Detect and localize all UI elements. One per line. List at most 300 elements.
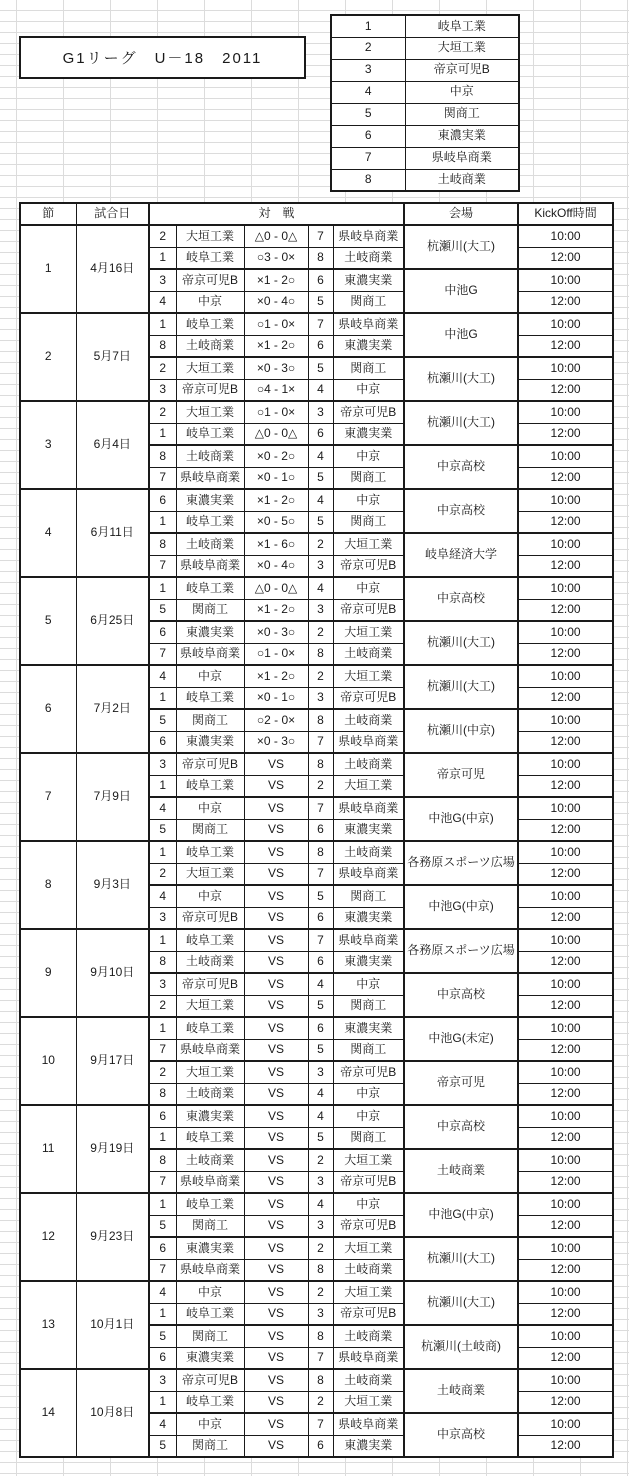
kickoff-time-cell: 10:00 [518, 1413, 613, 1435]
kickoff-time-cell: 12:00 [518, 731, 613, 753]
away-number-cell: 6 [308, 819, 333, 841]
home-number-cell: 4 [149, 665, 176, 687]
away-team-cell: 県岐阜商業 [333, 225, 404, 247]
home-team-cell: 岐阜工業 [176, 1017, 244, 1039]
away-number-cell: 2 [308, 533, 333, 555]
venue-cell: 中京高校 [404, 1105, 518, 1149]
away-number-cell: 8 [308, 1369, 333, 1391]
score-cell: VS [244, 753, 308, 775]
match-row [20, 225, 613, 247]
away-team-cell: 帝京可児B [333, 1171, 404, 1193]
date-cell: 10月1日 [76, 1281, 149, 1369]
kickoff-time-cell: 12:00 [518, 819, 613, 841]
score-cell: VS [244, 951, 308, 973]
away-team-cell: 関商工 [333, 1039, 404, 1061]
score-cell: ○1 - 0× [244, 313, 308, 335]
score-cell: VS [244, 775, 308, 797]
team-row [331, 15, 519, 37]
home-number-cell: 1 [149, 841, 176, 863]
away-team-cell: 大垣工業 [333, 1281, 404, 1303]
home-team-cell: 大垣工業 [176, 401, 244, 423]
venue-cell: 杭瀬川(大工) [404, 225, 518, 269]
away-team-cell: 大垣工業 [333, 775, 404, 797]
home-team-cell: 帝京可児B [176, 753, 244, 775]
home-number-cell: 4 [149, 885, 176, 907]
away-number-cell: 8 [308, 841, 333, 863]
home-team-cell: 大垣工業 [176, 357, 244, 379]
score-cell: VS [244, 1039, 308, 1061]
venue-cell: 中池G [404, 313, 518, 357]
team-number-cell: 1 [331, 15, 405, 37]
score-cell: VS [244, 907, 308, 929]
kickoff-time-cell: 12:00 [518, 1259, 613, 1281]
schedule-table [19, 202, 614, 1458]
score-cell: VS [244, 1347, 308, 1369]
home-number-cell: 6 [149, 1347, 176, 1369]
venue-cell: 土岐商業 [404, 1369, 518, 1413]
kickoff-time-cell: 10:00 [518, 929, 613, 951]
score-cell: VS [244, 1259, 308, 1281]
date-cell: 7月9日 [76, 753, 149, 841]
venue-cell: 各務原スポーツ広場 [404, 841, 518, 885]
score-cell: VS [244, 1325, 308, 1347]
match-row [20, 489, 613, 511]
away-number-cell: 3 [308, 555, 333, 577]
home-team-cell: 県岐阜商業 [176, 467, 244, 489]
away-number-cell: 6 [308, 423, 333, 445]
away-team-cell: 中京 [333, 577, 404, 599]
date-cell: 6月25日 [76, 577, 149, 665]
kickoff-time-cell: 12:00 [518, 467, 613, 489]
home-team-cell: 東濃実業 [176, 489, 244, 511]
team-row [331, 125, 519, 147]
round-cell: 4 [20, 489, 76, 577]
kickoff-time-cell: 12:00 [518, 1171, 613, 1193]
score-cell: △0 - 0△ [244, 225, 308, 247]
home-number-cell: 7 [149, 1259, 176, 1281]
home-team-cell: 帝京可児B [176, 269, 244, 291]
kickoff-time-cell: 10:00 [518, 225, 613, 247]
venue-cell: 中京高校 [404, 577, 518, 621]
away-number-cell: 2 [308, 1149, 333, 1171]
away-number-cell: 2 [308, 775, 333, 797]
home-number-cell: 2 [149, 863, 176, 885]
away-team-cell: 中京 [333, 1083, 404, 1105]
kickoff-time-cell: 10:00 [518, 533, 613, 555]
away-team-cell: 土岐商業 [333, 1325, 404, 1347]
home-team-cell: 大垣工業 [176, 225, 244, 247]
team-name-cell: 岐阜工業 [405, 15, 519, 37]
home-number-cell: 1 [149, 313, 176, 335]
score-cell: ○3 - 0× [244, 247, 308, 269]
home-number-cell: 4 [149, 1413, 176, 1435]
round-cell: 7 [20, 753, 76, 841]
away-team-cell: 帝京可児B [333, 401, 404, 423]
kickoff-time-cell: 10:00 [518, 1061, 613, 1083]
date-cell: 9月17日 [76, 1017, 149, 1105]
home-number-cell: 7 [149, 555, 176, 577]
match-row [20, 1017, 613, 1039]
home-team-cell: 土岐商業 [176, 951, 244, 973]
home-team-cell: 東濃実業 [176, 1105, 244, 1127]
away-team-cell: 大垣工業 [333, 1237, 404, 1259]
kickoff-time-cell: 10:00 [518, 1325, 613, 1347]
away-number-cell: 3 [308, 1215, 333, 1237]
away-number-cell: 6 [308, 1435, 333, 1457]
away-number-cell: 3 [308, 1303, 333, 1325]
score-cell: ×0 - 2○ [244, 445, 308, 467]
away-number-cell: 4 [308, 1105, 333, 1127]
match-row [20, 577, 613, 599]
home-team-cell: 東濃実業 [176, 621, 244, 643]
away-number-cell: 5 [308, 291, 333, 313]
home-team-cell: 岐阜工業 [176, 775, 244, 797]
venue-cell: 杭瀬川(大工) [404, 621, 518, 665]
kickoff-time-cell: 10:00 [518, 445, 613, 467]
away-team-cell: 県岐阜商業 [333, 797, 404, 819]
home-number-cell: 3 [149, 753, 176, 775]
venue-cell: 中京高校 [404, 1413, 518, 1457]
away-team-cell: 関商工 [333, 291, 404, 313]
away-number-cell: 5 [308, 511, 333, 533]
match-row [20, 753, 613, 775]
home-team-cell: 中京 [176, 665, 244, 687]
away-number-cell: 4 [308, 445, 333, 467]
home-team-cell: 中京 [176, 797, 244, 819]
team-number-cell: 6 [331, 125, 405, 147]
kickoff-time-cell: 10:00 [518, 797, 613, 819]
team-number-cell: 7 [331, 147, 405, 169]
score-cell: ○4 - 1× [244, 379, 308, 401]
team-row [331, 59, 519, 81]
date-cell: 6月4日 [76, 401, 149, 489]
score-cell: VS [244, 1083, 308, 1105]
home-team-cell: 帝京可児B [176, 379, 244, 401]
kickoff-time-cell: 10:00 [518, 753, 613, 775]
home-number-cell: 5 [149, 1215, 176, 1237]
home-number-cell: 7 [149, 1039, 176, 1061]
kickoff-time-cell: 12:00 [518, 687, 613, 709]
kickoff-time-cell: 10:00 [518, 1017, 613, 1039]
away-team-cell: 東濃実業 [333, 423, 404, 445]
home-number-cell: 7 [149, 1171, 176, 1193]
venue-cell: 帝京可児 [404, 753, 518, 797]
home-number-cell: 1 [149, 687, 176, 709]
away-team-cell: 東濃実業 [333, 335, 404, 357]
away-number-cell: 4 [308, 973, 333, 995]
home-number-cell: 3 [149, 269, 176, 291]
kickoff-time-cell: 12:00 [518, 907, 613, 929]
kickoff-time-cell: 10:00 [518, 1369, 613, 1391]
away-team-cell: 帝京可児B [333, 1061, 404, 1083]
kickoff-time-cell: 10:00 [518, 313, 613, 335]
venue-cell: 中京高校 [404, 489, 518, 533]
home-team-cell: 土岐商業 [176, 335, 244, 357]
score-cell: ×0 - 3○ [244, 357, 308, 379]
score-cell: VS [244, 819, 308, 841]
home-team-cell: 岐阜工業 [176, 929, 244, 951]
away-number-cell: 7 [308, 225, 333, 247]
away-team-cell: 関商工 [333, 357, 404, 379]
home-number-cell: 1 [149, 1303, 176, 1325]
score-cell: VS [244, 863, 308, 885]
away-number-cell: 8 [308, 753, 333, 775]
away-number-cell: 5 [308, 995, 333, 1017]
venue-cell: 杭瀬川(大工) [404, 665, 518, 709]
away-team-cell: 県岐阜商業 [333, 313, 404, 335]
kickoff-time-cell: 12:00 [518, 1127, 613, 1149]
away-team-cell: 大垣工業 [333, 621, 404, 643]
venue-cell: 中池G(中京) [404, 1193, 518, 1237]
away-team-cell: 東濃実業 [333, 819, 404, 841]
away-number-cell: 6 [308, 1017, 333, 1039]
kickoff-time-cell: 12:00 [518, 643, 613, 665]
away-number-cell: 8 [308, 643, 333, 665]
away-number-cell: 4 [308, 489, 333, 511]
home-team-cell: 東濃実業 [176, 731, 244, 753]
away-team-cell: 県岐阜商業 [333, 929, 404, 951]
home-team-cell: 土岐商業 [176, 533, 244, 555]
home-team-cell: 関商工 [176, 599, 244, 621]
date-cell: 7月2日 [76, 665, 149, 753]
match-row [20, 929, 613, 951]
away-number-cell: 6 [308, 907, 333, 929]
home-team-cell: 岐阜工業 [176, 1303, 244, 1325]
home-number-cell: 1 [149, 423, 176, 445]
col-header-venue: 会場 [404, 203, 518, 225]
score-cell: ×1 - 2○ [244, 665, 308, 687]
home-number-cell: 3 [149, 1369, 176, 1391]
score-cell: VS [244, 1281, 308, 1303]
team-name-cell: 大垣工業 [405, 37, 519, 59]
kickoff-time-cell: 12:00 [518, 247, 613, 269]
kickoff-time-cell: 12:00 [518, 775, 613, 797]
home-number-cell: 2 [149, 995, 176, 1017]
team-row [331, 147, 519, 169]
date-cell: 9月3日 [76, 841, 149, 929]
title-box [19, 36, 306, 79]
venue-cell: 岐阜経済大学 [404, 533, 518, 577]
home-team-cell: 岐阜工業 [176, 1193, 244, 1215]
home-number-cell: 1 [149, 247, 176, 269]
team-name-cell: 関商工 [405, 103, 519, 125]
home-number-cell: 5 [149, 599, 176, 621]
home-number-cell: 7 [149, 643, 176, 665]
score-cell: VS [244, 1127, 308, 1149]
team-name-cell: 県岐阜商業 [405, 147, 519, 169]
score-cell: ×0 - 3○ [244, 731, 308, 753]
round-cell: 11 [20, 1105, 76, 1193]
away-team-cell: 関商工 [333, 467, 404, 489]
away-number-cell: 2 [308, 621, 333, 643]
away-number-cell: 7 [308, 863, 333, 885]
home-number-cell: 5 [149, 1435, 176, 1457]
kickoff-time-cell: 10:00 [518, 841, 613, 863]
score-cell: ×0 - 4○ [244, 555, 308, 577]
away-number-cell: 5 [308, 467, 333, 489]
home-number-cell: 1 [149, 1017, 176, 1039]
away-team-cell: 土岐商業 [333, 1259, 404, 1281]
home-team-cell: 大垣工業 [176, 863, 244, 885]
match-row [20, 1193, 613, 1215]
venue-cell: 中池G(未定) [404, 1017, 518, 1061]
home-team-cell: 東濃実業 [176, 1347, 244, 1369]
home-team-cell: 岐阜工業 [176, 511, 244, 533]
home-team-cell: 関商工 [176, 1215, 244, 1237]
home-number-cell: 4 [149, 1281, 176, 1303]
score-cell: VS [244, 1237, 308, 1259]
score-cell: VS [244, 1369, 308, 1391]
venue-cell: 各務原スポーツ広場 [404, 929, 518, 973]
score-cell: ×0 - 1○ [244, 467, 308, 489]
home-number-cell: 1 [149, 577, 176, 599]
kickoff-time-cell: 10:00 [518, 1237, 613, 1259]
score-cell: VS [244, 1303, 308, 1325]
kickoff-time-cell: 10:00 [518, 489, 613, 511]
match-row [20, 313, 613, 335]
away-number-cell: 2 [308, 1391, 333, 1413]
score-cell: VS [244, 1105, 308, 1127]
col-header-date: 試合日 [76, 203, 149, 225]
score-cell: VS [244, 1193, 308, 1215]
kickoff-time-cell: 12:00 [518, 511, 613, 533]
home-team-cell: 中京 [176, 885, 244, 907]
away-number-cell: 8 [308, 1325, 333, 1347]
score-cell: VS [244, 1215, 308, 1237]
home-team-cell: 中京 [176, 1413, 244, 1435]
away-number-cell: 6 [308, 269, 333, 291]
away-number-cell: 7 [308, 1347, 333, 1369]
home-team-cell: 岐阜工業 [176, 1127, 244, 1149]
home-team-cell: 土岐商業 [176, 445, 244, 467]
away-team-cell: 中京 [333, 445, 404, 467]
away-team-cell: 県岐阜商業 [333, 1413, 404, 1435]
away-team-cell: 大垣工業 [333, 1391, 404, 1413]
team-number-cell: 4 [331, 81, 405, 103]
venue-cell: 中京高校 [404, 973, 518, 1017]
away-team-cell: 中京 [333, 973, 404, 995]
kickoff-time-cell: 12:00 [518, 599, 613, 621]
col-header-kickoff: KickOff時間 [518, 203, 613, 225]
team-row [331, 81, 519, 103]
kickoff-time-cell: 12:00 [518, 1347, 613, 1369]
home-team-cell: 帝京可児B [176, 907, 244, 929]
score-cell: ○1 - 0× [244, 401, 308, 423]
match-row [20, 1369, 613, 1391]
venue-cell: 中池G [404, 269, 518, 313]
score-cell: ×1 - 2○ [244, 335, 308, 357]
score-cell: VS [244, 1435, 308, 1457]
date-cell: 9月23日 [76, 1193, 149, 1281]
kickoff-time-cell: 12:00 [518, 951, 613, 973]
team-name-cell: 東濃実業 [405, 125, 519, 147]
away-number-cell: 4 [308, 1193, 333, 1215]
kickoff-time-cell: 12:00 [518, 423, 613, 445]
away-team-cell: 関商工 [333, 511, 404, 533]
home-number-cell: 8 [149, 533, 176, 555]
away-team-cell: 東濃実業 [333, 907, 404, 929]
kickoff-time-cell: 12:00 [518, 335, 613, 357]
match-row [20, 841, 613, 863]
round-cell: 10 [20, 1017, 76, 1105]
round-cell: 2 [20, 313, 76, 401]
away-team-cell: 関商工 [333, 885, 404, 907]
home-number-cell: 7 [149, 467, 176, 489]
home-team-cell: 県岐阜商業 [176, 1039, 244, 1061]
home-number-cell: 8 [149, 1083, 176, 1105]
score-cell: ○1 - 0× [244, 643, 308, 665]
away-team-cell: 県岐阜商業 [333, 863, 404, 885]
venue-cell: 帝京可児 [404, 1061, 518, 1105]
kickoff-time-cell: 10:00 [518, 621, 613, 643]
kickoff-time-cell: 10:00 [518, 357, 613, 379]
home-team-cell: 岐阜工業 [176, 1391, 244, 1413]
round-cell: 1 [20, 225, 76, 313]
away-team-cell: 大垣工業 [333, 533, 404, 555]
away-number-cell: 5 [308, 357, 333, 379]
score-cell: VS [244, 797, 308, 819]
away-team-cell: 中京 [333, 1193, 404, 1215]
schedule-body [20, 225, 613, 1457]
round-cell: 13 [20, 1281, 76, 1369]
home-team-cell: 県岐阜商業 [176, 555, 244, 577]
away-number-cell: 3 [308, 1061, 333, 1083]
kickoff-time-cell: 10:00 [518, 665, 613, 687]
score-cell: ×0 - 1○ [244, 687, 308, 709]
col-header-round: 節 [20, 203, 76, 225]
team-list-body [331, 15, 519, 191]
away-team-cell: 中京 [333, 1105, 404, 1127]
kickoff-time-cell: 12:00 [518, 1391, 613, 1413]
team-row [331, 37, 519, 59]
round-cell: 14 [20, 1369, 76, 1457]
venue-cell: 杭瀬川(大工) [404, 401, 518, 445]
home-team-cell: 県岐阜商業 [176, 1171, 244, 1193]
away-team-cell: 土岐商業 [333, 841, 404, 863]
home-number-cell: 2 [149, 357, 176, 379]
home-number-cell: 5 [149, 709, 176, 731]
home-number-cell: 5 [149, 819, 176, 841]
round-cell: 8 [20, 841, 76, 929]
date-cell: 9月19日 [76, 1105, 149, 1193]
away-number-cell: 7 [308, 1413, 333, 1435]
score-cell: ×1 - 2○ [244, 269, 308, 291]
away-number-cell: 8 [308, 709, 333, 731]
away-team-cell: 関商工 [333, 1127, 404, 1149]
away-team-cell: 帝京可児B [333, 1215, 404, 1237]
home-team-cell: 関商工 [176, 709, 244, 731]
kickoff-time-cell: 12:00 [518, 555, 613, 577]
score-cell: VS [244, 1413, 308, 1435]
away-number-cell: 7 [308, 797, 333, 819]
score-cell: VS [244, 1391, 308, 1413]
home-number-cell: 3 [149, 379, 176, 401]
home-team-cell: 中京 [176, 1281, 244, 1303]
home-number-cell: 6 [149, 489, 176, 511]
round-cell: 9 [20, 929, 76, 1017]
home-team-cell: 東濃実業 [176, 1237, 244, 1259]
score-cell: VS [244, 1171, 308, 1193]
team-number-cell: 8 [331, 169, 405, 191]
home-number-cell: 8 [149, 951, 176, 973]
home-team-cell: 岐阜工業 [176, 313, 244, 335]
away-team-cell: 大垣工業 [333, 1149, 404, 1171]
away-team-cell: 東濃実業 [333, 269, 404, 291]
kickoff-time-cell: 10:00 [518, 709, 613, 731]
home-number-cell: 1 [149, 775, 176, 797]
team-name-cell: 帝京可児B [405, 59, 519, 81]
away-number-cell: 6 [308, 335, 333, 357]
